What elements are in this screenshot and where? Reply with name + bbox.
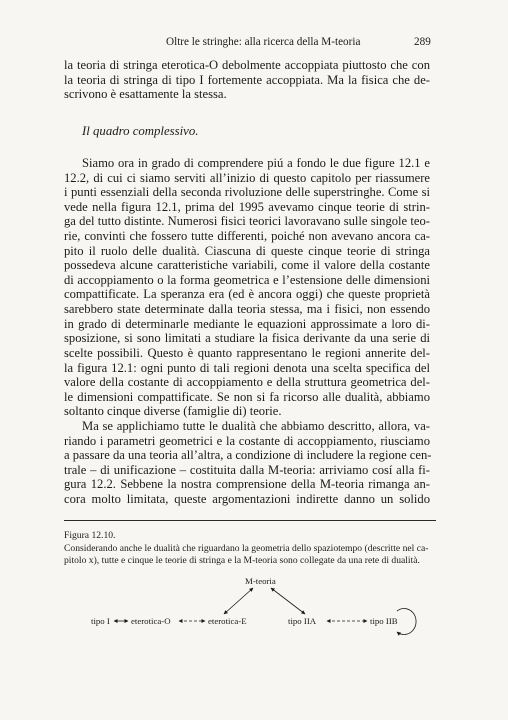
text-line: riando i parametri geometrici e la costante di accoppiamento, riusciamo (64, 433, 430, 448)
text-line: Ma se applichiamo tutte le dualità che abbiamo descritto, allora, va- (82, 419, 430, 433)
duality-arrow-m-heteroticE (224, 588, 253, 614)
paragraph-continuation (64, 58, 430, 102)
text-line: a passare da una teoria all’altra, a condizione di includere la regione cen- (64, 448, 432, 463)
node-type-iib: tipo IIB (370, 616, 398, 626)
text-line: di accoppiamento o la forma geometrica e l’estensione delle dimensioni (64, 272, 430, 287)
text-line: compattificate. La speranza era (ed è ancora oggi) che queste proprietà (64, 287, 430, 302)
caption-rule (64, 520, 436, 521)
text-line: in grado di determinarle mediante le equazioni approssimate a loro di- (64, 316, 430, 331)
text-line: i punti essenziali della seconda rivoluzione delle superstringhe. Come si (64, 185, 430, 200)
text-line: cora molto limitata, queste argomentazioni indirette danno un solido (64, 492, 430, 507)
text-line: scrivono è esattamente la stessa. (64, 87, 227, 102)
figure-label: Figura 12.10. (64, 530, 116, 541)
text-line: 12.2, di cui ci siamo serviti all’inizio di questo capitolo per riassumere (64, 170, 430, 185)
duality-arrow-m-typeIIA (271, 588, 305, 614)
text-line: trale – di unificazione – costituita dalla M-teoria: arriviamo cosí alla fi- (64, 462, 430, 477)
node-heterotic-o: eterotica-O (131, 616, 171, 626)
text-line: vede nella figura 12.1, prima del 1995 avevamo cinque teorie di strin- (64, 199, 430, 214)
paragraph-dualities (64, 419, 430, 507)
text-line: sposizione, si sono limitati a studiare la fisica derivante da una serie di (64, 331, 430, 346)
caption-line: pitolo x), tutte e cinque le teorie di stringa e la M-teoria sono collegate da una rete di dualità. (64, 555, 420, 567)
text-line: sarebbero state determinate dalla teoria stessa, ma i fisici, non essendo (64, 302, 430, 317)
node-type-iia: tipo IIA (288, 616, 317, 626)
section-subheading: Il quadro complessivo. (82, 124, 199, 138)
node-type-i: tipo I (91, 616, 110, 626)
text-line: rie, convinti che fossero tutte differenti, poiché non avevano ancora ca- (64, 229, 430, 244)
node-heterotic-e: eterotica-E (208, 616, 247, 626)
text-line: Siamo ora in grado di comprendere piú a fondo le due figure 12.1 e (82, 156, 430, 170)
text-line: la teoria di stringa di tipo I fortemente accoppiata. Ma la fisica che de- (64, 72, 430, 87)
paragraph-overview (64, 156, 430, 419)
caption-line: Considerando anche le dualità che riguardano la geometria dello spaziotempo (descritte nel ca- (64, 543, 429, 554)
node-m-theory: M-teoria (245, 576, 276, 586)
self-duality-loop-typeIIB (397, 609, 416, 635)
text-line: la figura 12.1: ogni punto di tali regioni denota una scelta specifica del (64, 360, 430, 375)
text-line: scelte possibili. Questo è quanto rappresentano le regioni annerite del- (64, 345, 430, 360)
text-line: la teoria di stringa eterotica-O debolmente accoppiata piuttosto che con (64, 58, 430, 72)
text-line: pito il ruolo delle dualità. Ciascuna di queste cinque teorie di stringa (64, 243, 430, 258)
page-number: 289 (414, 36, 431, 48)
figure-caption (64, 543, 436, 568)
duality-network-diagram (0, 575, 508, 650)
text-line: soltanto cinque diverse (famiglie di) teorie. (64, 404, 282, 419)
text-line: ga del tutto distinte. Numerosi fisici teorici lavoravano sulle singole teo- (64, 214, 430, 229)
text-line: le dimensioni compattificate. Se non si fa ricorso alle dualità, abbiamo (64, 389, 430, 404)
text-line: valore della costante di accoppiamento e della struttura geometrica del- (64, 375, 430, 390)
text-line: possedeva alcune caratteristiche variabili, come il valore della costante (64, 258, 430, 273)
running-head (0, 36, 508, 50)
text-line: gura 12.2. Sebbene la nostra comprensione della M-teoria rimanga an- (64, 477, 430, 492)
running-title: Oltre le stringhe: alla ricerca della M-teoria (166, 36, 361, 48)
